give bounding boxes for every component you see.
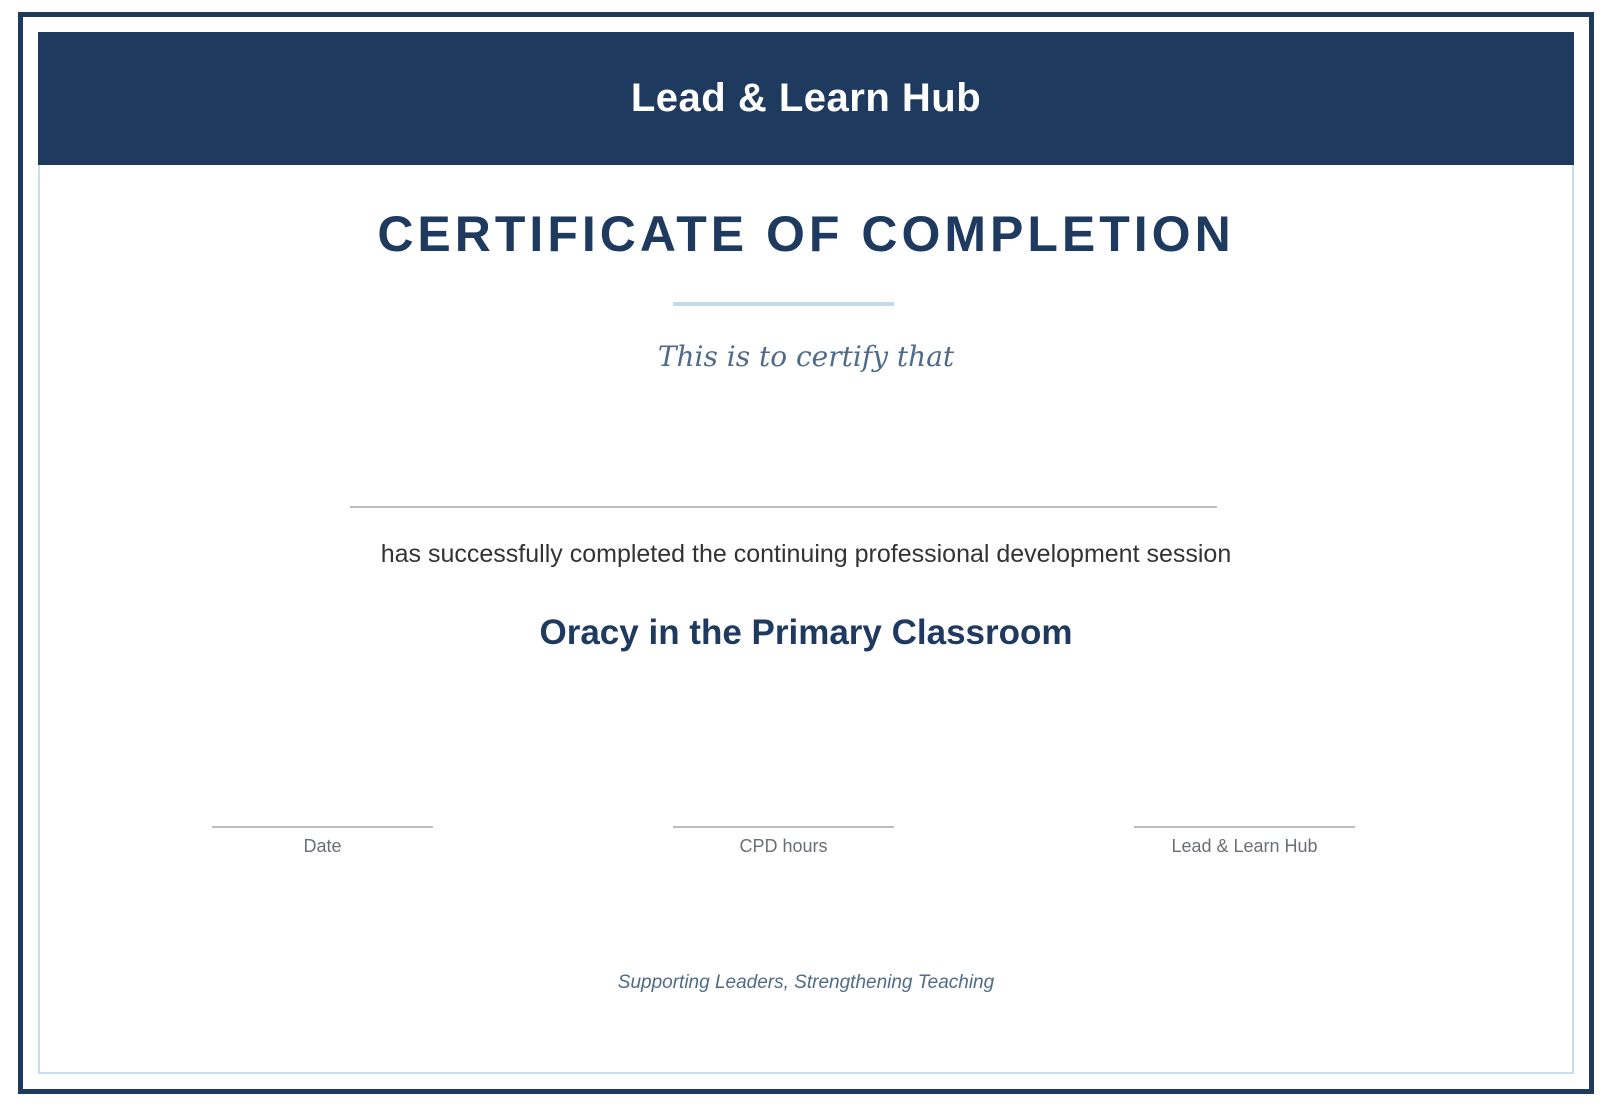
date-label: Date <box>303 836 342 856</box>
issuer-signature-line <box>1134 826 1355 828</box>
issuer-signature-block <box>1134 826 1355 857</box>
cpd-hours-label: CPD hours <box>739 836 828 856</box>
organization-name: Lead & Learn Hub <box>630 76 982 120</box>
date-line <box>212 826 433 828</box>
footer-tagline: Supporting Leaders, Strengthening Teaching <box>617 972 995 993</box>
certify-text: This is to certify that <box>657 340 955 373</box>
date-signature-block <box>212 826 433 857</box>
cpd-hours-block <box>673 826 894 857</box>
header-band <box>38 32 1574 165</box>
recipient-name-line <box>350 506 1217 508</box>
title-accent-rule <box>673 302 894 306</box>
cpd-hours-line <box>673 826 894 828</box>
certificate-title: CERTIFICATE OF COMPLETION <box>377 206 1235 262</box>
session-title: Oracy in the Primary Classroom <box>539 613 1073 652</box>
completion-statement: has successfully completed the continuing professional development session <box>380 540 1232 568</box>
issuer-label: Lead & Learn Hub <box>1171 836 1318 856</box>
